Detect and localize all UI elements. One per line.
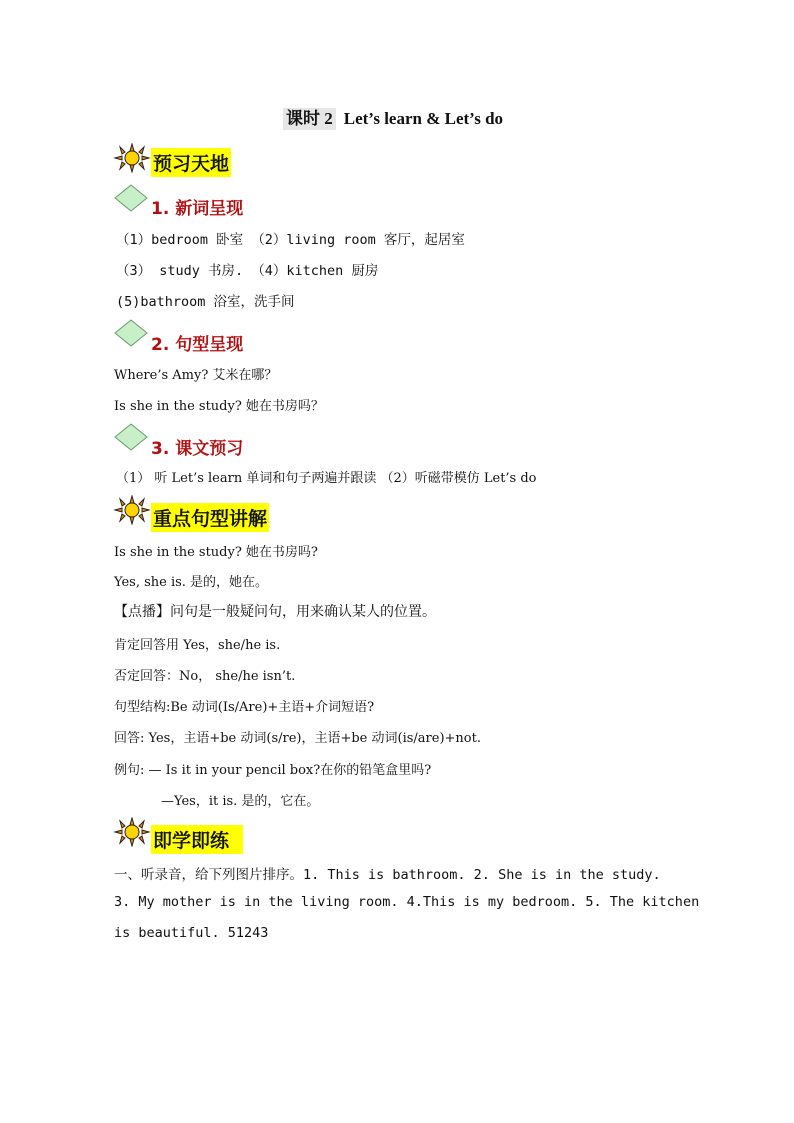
key-line-5: 否定回答：No， she/he isn’t.	[114, 669, 296, 684]
practice-line-1: 一、听录音，给下列图片排序。1. This is bathroom. 2. She is in the study.	[114, 867, 661, 883]
vocab-line-2: （3） study 书房. （4）kitchen 厨房	[116, 263, 379, 279]
section-heading-preview: 预习天地	[151, 148, 231, 177]
key-line-8: 例句: — Is it in your pencil box?在你的铅笔盒里吗?	[114, 763, 432, 778]
key-line-2: Yes, she is. 是的，她在。	[114, 575, 269, 590]
vocab-line-3: (5)bathroom 浴室，洗手间	[116, 294, 295, 310]
subheading-sentences: 2. 句型呈现	[151, 335, 244, 355]
practice-line-3: is beautiful. 51243	[114, 925, 269, 941]
key-line-7: 回答: Yes，主语+be 动词(s/re)，主语+be 动词(is/are)+not.	[114, 731, 481, 746]
sun-icon	[113, 817, 151, 847]
sun-icon	[113, 495, 151, 525]
key-line-4: 肯定回答用 Yes，she/he is.	[114, 638, 281, 653]
diamond-icon	[113, 183, 149, 213]
key-line-6: 句型结构:Be 动词(Is/Are)+主语+介词短语?	[114, 700, 375, 715]
section-heading-practice: 即学即练	[151, 825, 243, 854]
subheading-text-preview: 3. 课文预习	[151, 439, 244, 459]
subheading-new-words: 1. 新词呈现	[151, 199, 244, 219]
page-title	[283, 104, 503, 129]
lesson-number: 课时 2	[283, 108, 336, 130]
sentence-line-1: Where’s Amy? 艾米在哪？	[114, 368, 278, 383]
lesson-title: Let’s learn & Let’s do	[343, 109, 504, 128]
text-preview-line: （1） 听 Let’s learn 单词和句子两遍并跟读 （2）听磁带模仿 Let’s do	[116, 471, 537, 486]
key-line-3: 【点播】问句是一般疑问句，用来确认某人的位置。	[114, 604, 436, 620]
practice-line-2: 3. My mother is in the living room. 4.This is my bedroom. 5. The kitchen	[114, 894, 700, 910]
sentence-line-2: Is she in the study? 她在书房吗？	[114, 399, 324, 414]
key-line-1: Is she in the study? 她在书房吗?	[114, 545, 318, 560]
section-heading-key-points: 重点句型讲解	[151, 503, 269, 532]
diamond-icon	[113, 318, 149, 348]
sun-icon	[113, 143, 151, 173]
diamond-icon	[113, 422, 149, 452]
key-line-9: —Yes，it is. 是的，它在。	[161, 794, 320, 809]
vocab-line-1: （1）bedroom 卧室 （2）living room 客厅，起居室	[116, 232, 465, 248]
